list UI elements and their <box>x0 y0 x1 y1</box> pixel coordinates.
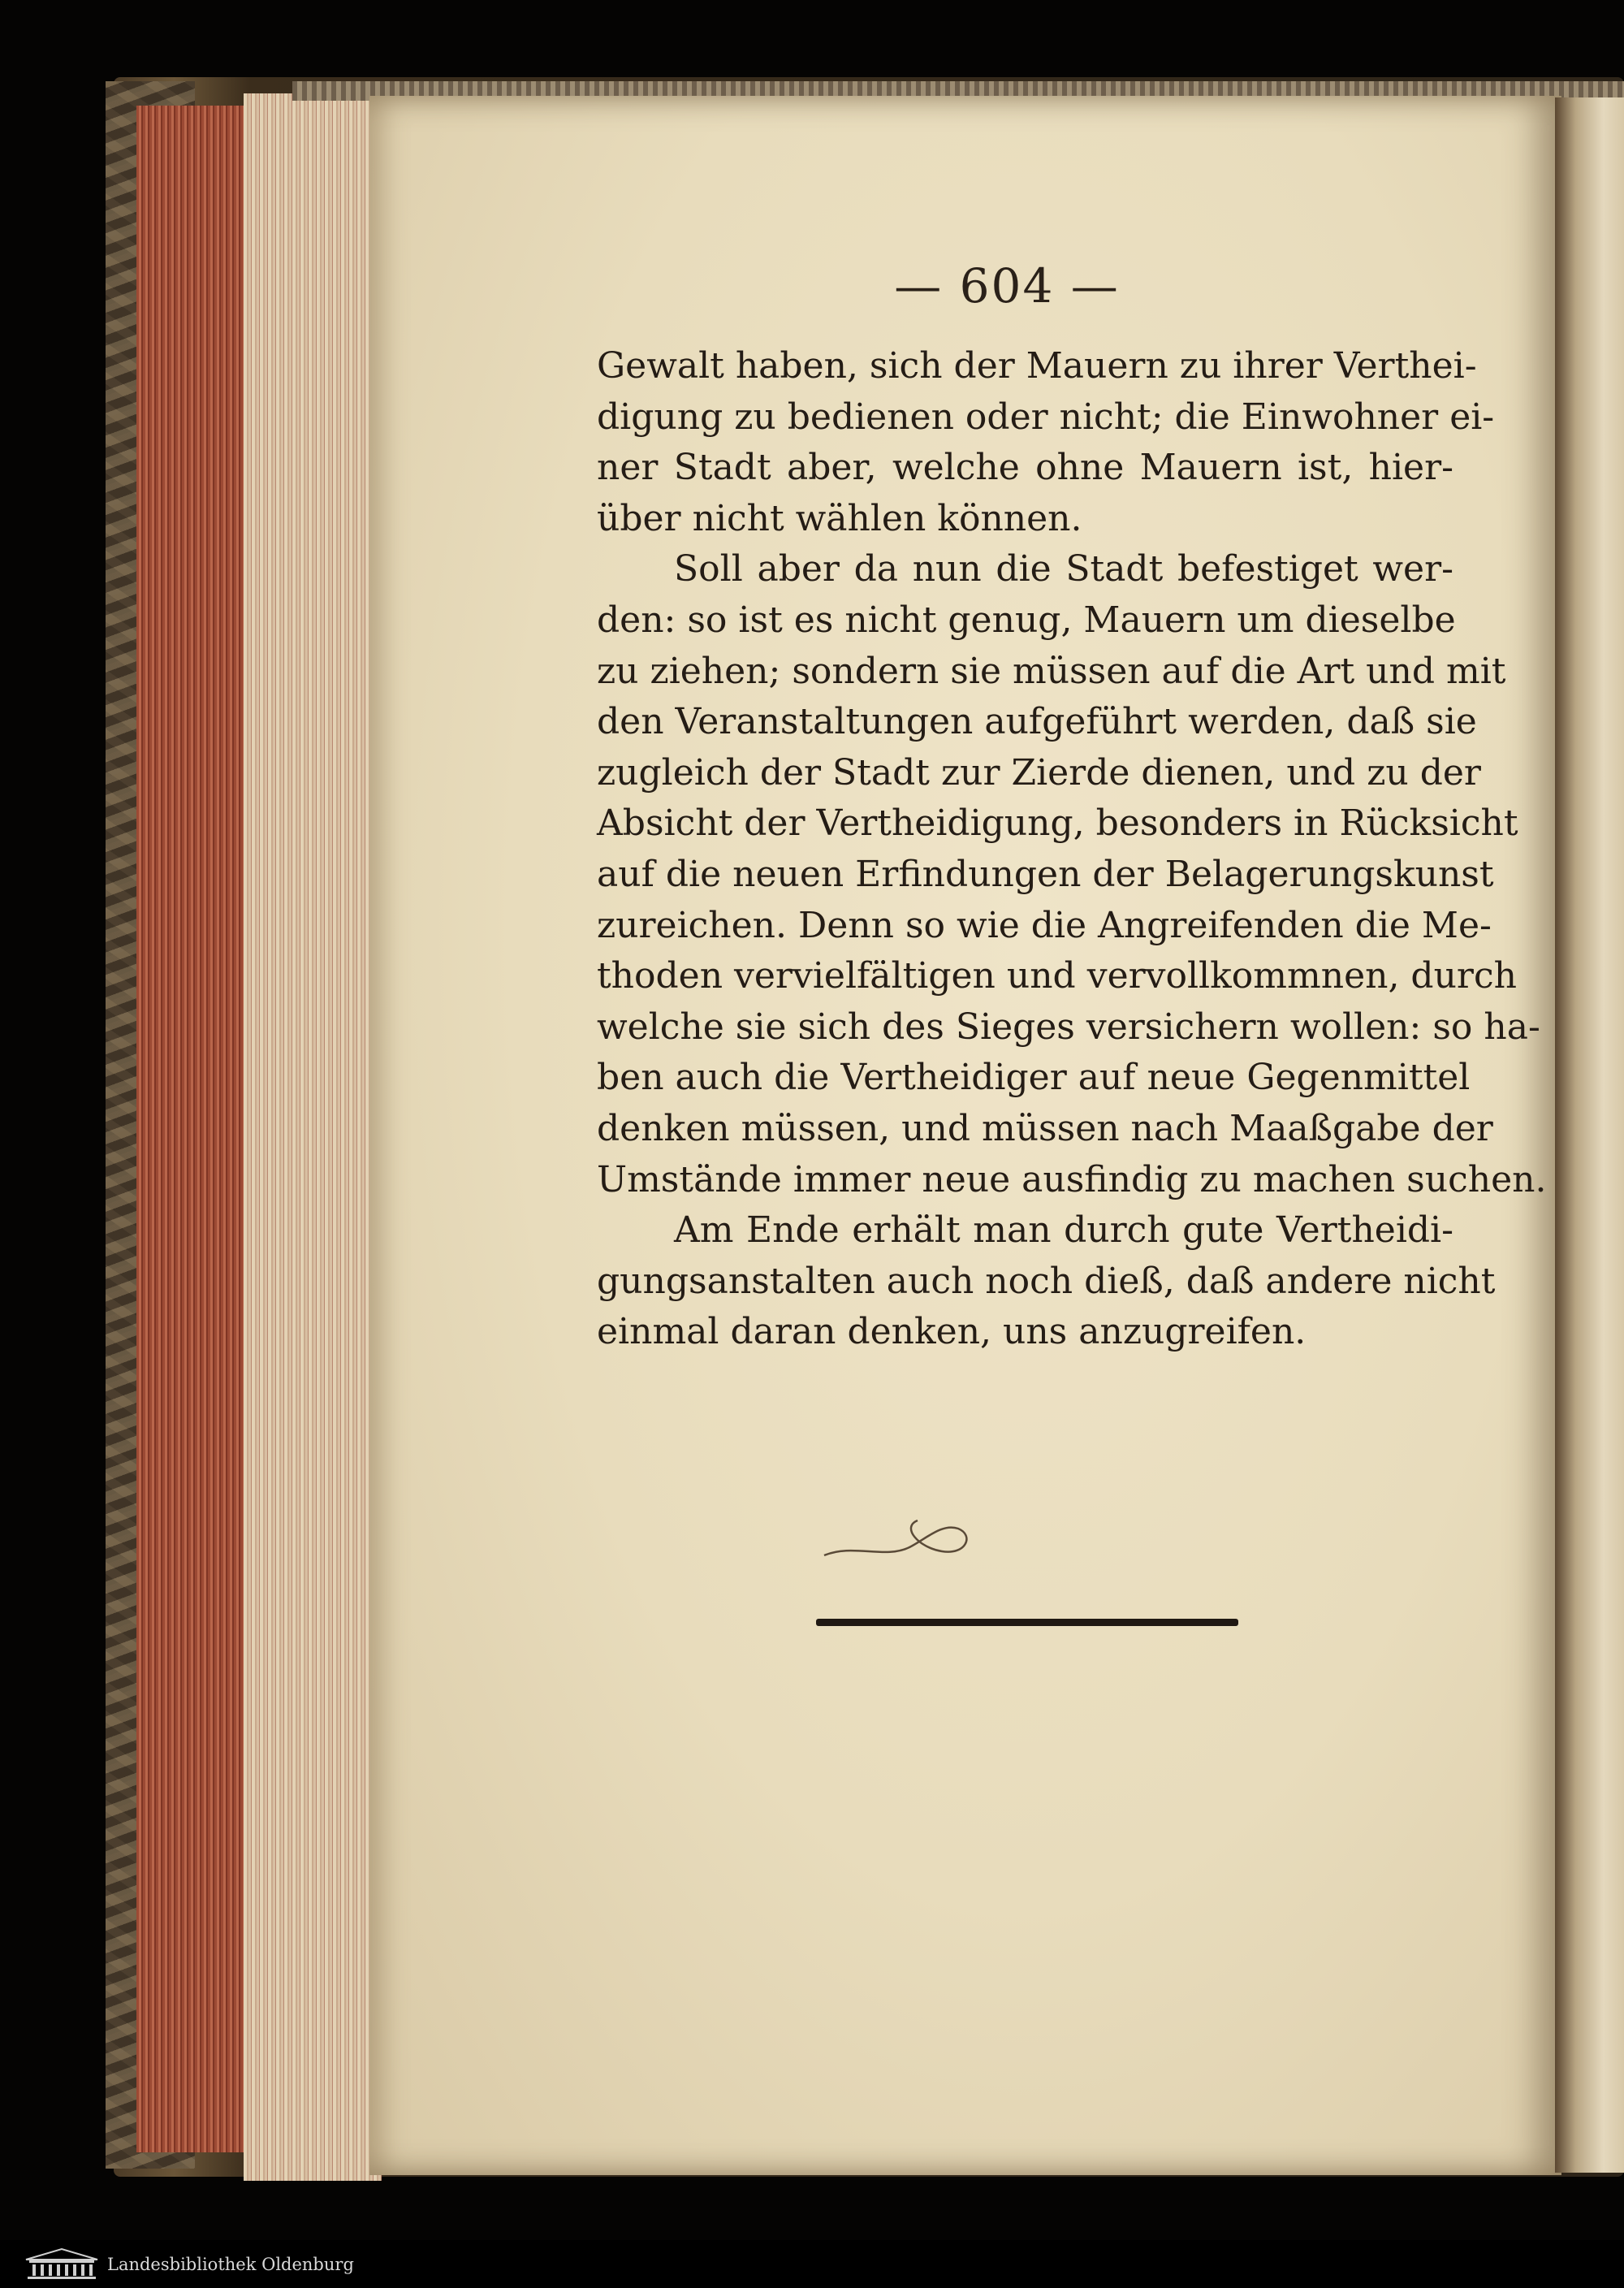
page-stack <box>244 93 382 2181</box>
library-building-icon <box>23 2247 101 2281</box>
text-line: Am Ende erhält man durch gute Vertheidi- <box>674 1209 1453 1252</box>
text-line: zu ziehen; sondern sie müssen auf die Art und mit <box>597 650 1506 692</box>
page-text <box>597 341 1547 1358</box>
text-line: einmal daran denken, uns anzugreifen. <box>597 1311 1307 1353</box>
text-line: Soll aber da nun die Stadt befestiget wer- <box>674 548 1453 590</box>
ink-squiggle <box>820 1511 983 1576</box>
text-line: Gewalt haben, sich der Mauern zu ihrer Verthei- <box>597 345 1477 387</box>
text-line: welche sie sich des Sieges versichern wollen: so ha- <box>597 1006 1540 1048</box>
text-line: Umstände immer neue ausfindig zu machen suchen. <box>597 1158 1547 1200</box>
text-line: zugleich der Stadt zur Zierde dienen, und zu der <box>597 751 1481 794</box>
library-name: Landesbibliothek Oldenburg <box>107 2255 354 2274</box>
end-rule <box>816 1619 1238 1626</box>
text-line: den: so ist es nicht genug, Mauern um dieselbe <box>597 599 1456 641</box>
text-line: thoden vervielfältigen und vervollkommnen, durch <box>597 955 1517 997</box>
text-line: Absicht der Vertheidigung, besonders in Rücksicht <box>597 802 1518 845</box>
text-line: auf die neuen Erfindungen der Belagerungskunst <box>597 853 1494 895</box>
facing-page-gutter <box>1555 97 1624 2173</box>
text-line: ben auch die Vertheidiger auf neue Gegenmittel <box>597 1057 1471 1099</box>
text-line: gungsanstalten auch noch dieß, daß andere nicht <box>597 1260 1496 1302</box>
text-line: denken müssen, und müssen nach Maaßgabe der <box>597 1107 1493 1149</box>
text-line: ner Stadt aber, welche ohne Mauern ist, hier- <box>597 447 1453 489</box>
text-line: zureichen. Denn so wie die Angreifenden die Me- <box>597 904 1492 946</box>
text-line: über nicht wählen können. <box>597 497 1082 539</box>
text-line: digung zu bedienen oder nicht; die Einwohner ei- <box>597 396 1495 438</box>
text-line: den Veranstaltungen aufgeführt werden, daß sie <box>597 701 1477 743</box>
page-number: — 604 — <box>894 258 1120 314</box>
